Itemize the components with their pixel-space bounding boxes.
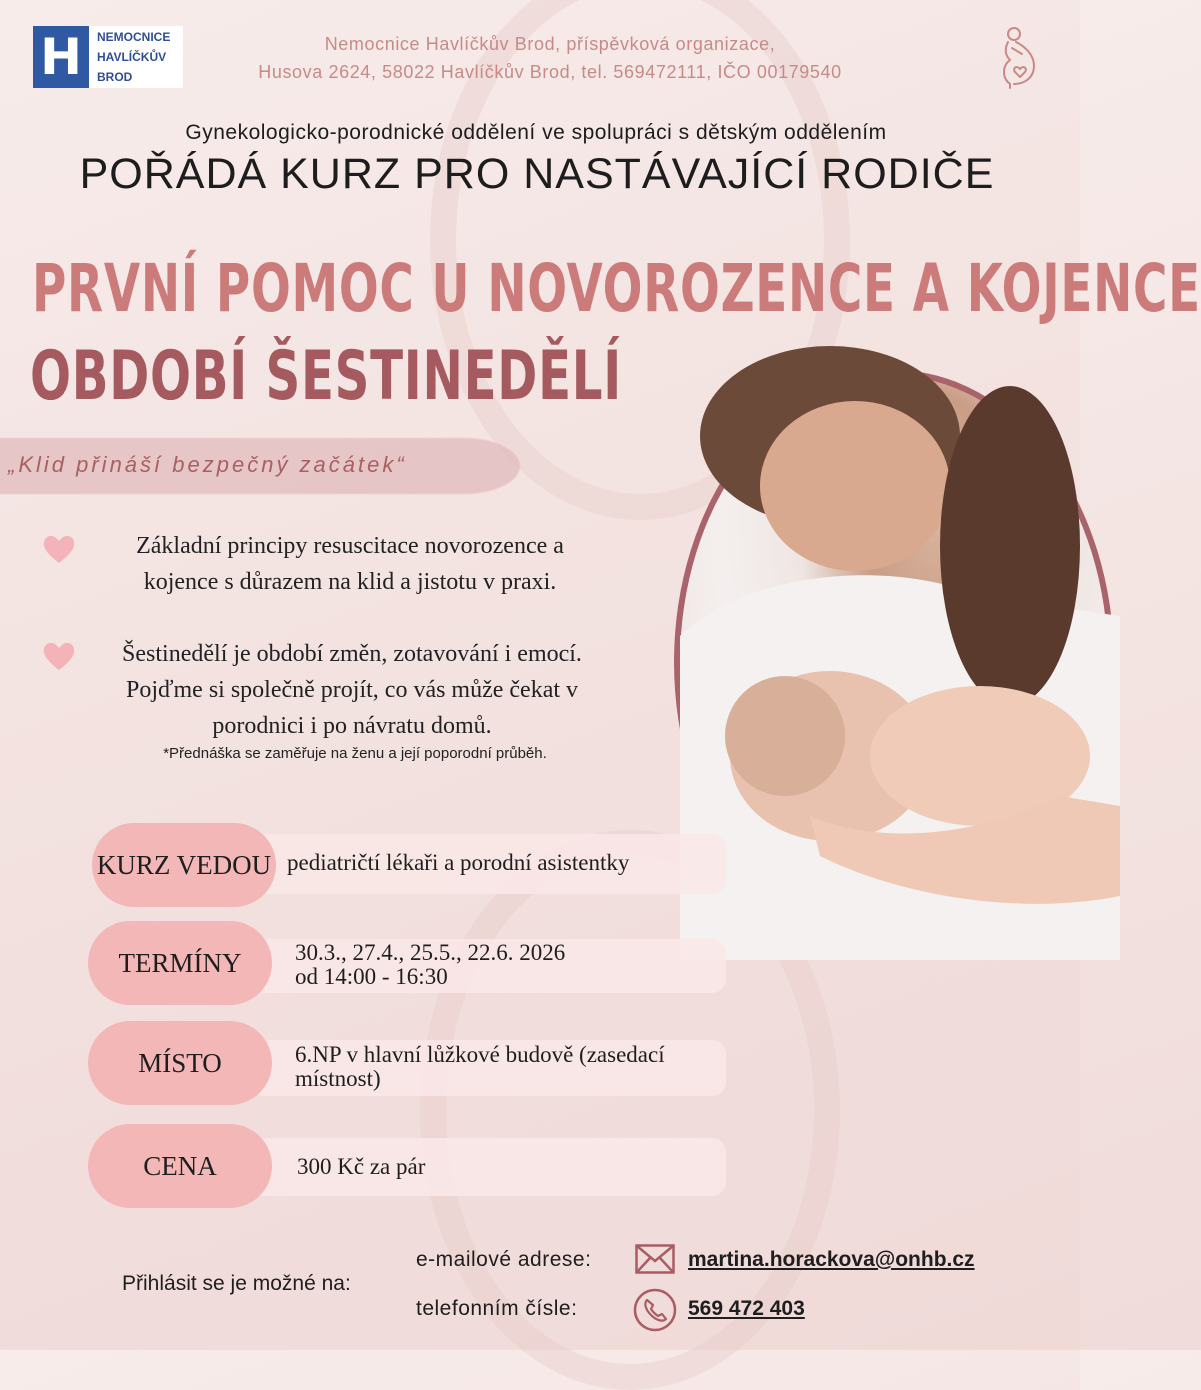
subtitle: OBDOBÍ ŠESTINEDĚLÍ <box>30 337 622 416</box>
motto-text: „Klid přináší bezpečný začátek“ <box>8 452 407 477</box>
pregnant-mother-icon <box>994 24 1046 90</box>
organization-address: Husova 2624, 58022 Havlíčkův Brod, tel. 569472111, IČO 00179540 <box>258 62 842 82</box>
organization-info <box>230 30 870 86</box>
heart-icon <box>42 533 76 565</box>
place-label-pill: MÍSTO <box>88 1021 272 1105</box>
envelope-icon <box>635 1244 675 1274</box>
phone-link[interactable]: 569 472 403 <box>688 1297 805 1320</box>
phone-label: telefonním čísle: <box>416 1297 578 1320</box>
main-title: PRVNÍ POMOC U NOVOROZENCE A KOJENCE <box>32 250 1201 327</box>
lead-value: pediatričtí lékaři a porodní asistentky <box>287 850 630 875</box>
registration-lead: Přihlásit se je možné na: <box>122 1272 351 1295</box>
parent-with-baby-photo <box>674 370 1114 954</box>
dates-value: 30.3., 27.4., 25.5., 22.6. 2026 od 14:00 - 16:30 <box>295 940 566 989</box>
department-line: Gynekologicko-porodnické oddělení ve spolupráci s dětským oddělením <box>185 121 887 144</box>
email-link[interactable]: martina.horackova@onhb.cz <box>688 1248 975 1271</box>
place-value: 6.NP v hlavní lůžkové budově (zasedací místnost) <box>295 1042 665 1091</box>
footnote: *Přednáška se zaměřuje na ženu a její poporodní průběh. <box>163 745 547 762</box>
bullet-resuscitation: Základní principy resuscitace novorozence a kojence s důrazem na klid a jistotu v praxi. <box>136 533 564 595</box>
phone-icon <box>633 1288 677 1332</box>
dates-label-pill: TERMÍNY <box>88 921 272 1005</box>
email-label: e-mailové adrese: <box>416 1248 592 1271</box>
hospital-logo <box>33 26 183 88</box>
photo-illustration <box>680 376 1120 960</box>
price-label-pill: CENA <box>88 1124 272 1208</box>
course-heading: POŘÁDÁ KURZ PRO NASTÁVAJÍCÍ RODIČE <box>79 150 995 198</box>
lead-label-pill: KURZ VEDOU <box>92 823 276 907</box>
organization-name: Nemocnice Havlíčkův Brod, příspěvková organizace, <box>324 34 776 54</box>
hospital-logo-mark: H <box>33 26 89 88</box>
bullet-postpartum: Šestinedělí je období změn, zotavování i emocí. Pojďme si společně projít, co vás může čekat v porodnici i po návratu domů. <box>122 641 582 739</box>
price-value: 300 Kč za pár <box>297 1154 426 1179</box>
hospital-logo-text: NEMOCNICE HAVLÍČKŮV BROD <box>97 30 171 84</box>
